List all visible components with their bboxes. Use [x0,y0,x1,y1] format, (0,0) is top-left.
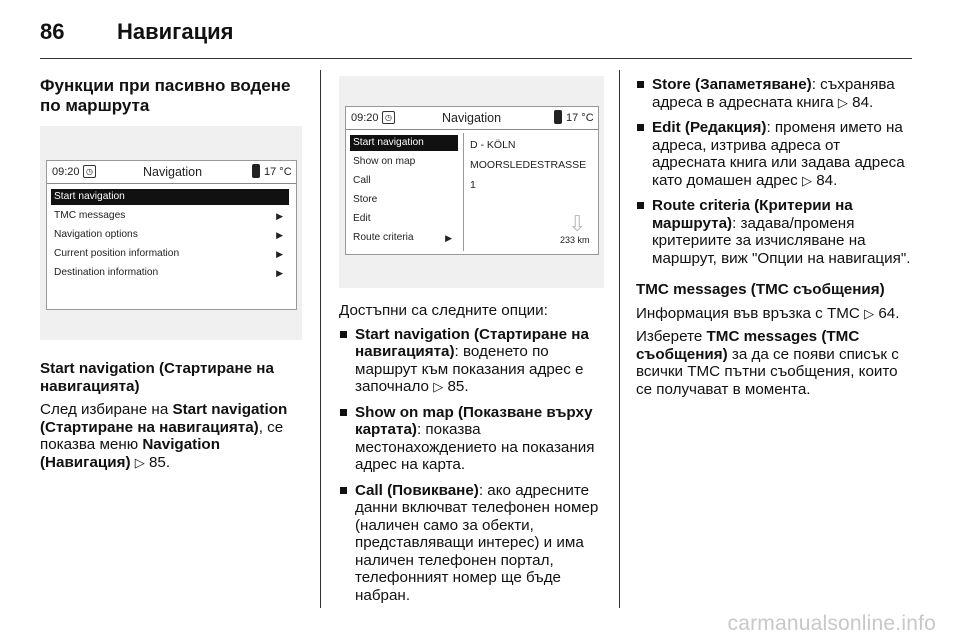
reference-arrow-icon: ▷ [433,379,444,394]
thermometer-icon [252,164,260,178]
list-item: Edit (Редакция): променя името на адреса, изтрива адреса от адресната книга или задава адреса като домашен адрес ▷ 84. [636,119,912,189]
status-bar [346,107,598,130]
destination-number: 1 [470,179,476,191]
menu-item-label: Navigation options [54,229,138,240]
header-divider [40,58,912,59]
navigation-screen [46,160,297,310]
screen-title: Navigation [143,165,203,179]
subheading: TMC messages (TMC съобщения) [636,281,885,298]
paragraph: Изберете TMC messages (TMC съобщения) за да се появи списък с всички TMC пътни съобщения, които се получават в момента. [636,328,899,398]
paragraph: Информация във връзка с TMC ▷ 64. [636,304,900,322]
menu-item-label: Current position information [54,248,180,259]
chevron-right-icon: ▶ [276,230,283,240]
menu-item-call[interactable]: Call [353,175,371,186]
screen-title: Navigation [442,111,502,125]
menu-item-route-criteria[interactable] [350,230,458,246]
arrow-down-icon: ⇩ [568,211,587,236]
menu-item-label: Route criteria [353,232,414,243]
reference-arrow-icon: ▷ [134,454,145,470]
reference-arrow-icon: ▷ [864,305,875,321]
menu-item-start-navigation[interactable]: Start navigation [350,135,458,151]
column-2-body [339,302,607,612]
menu-item-label: TMC messages [54,210,126,221]
subheading: Start navigation (Стартиране на навигацията) [40,360,274,395]
column-1-body [40,360,302,477]
list-item: Call (Повикване): ако адресните данни включват телефонен номер (наличен само за обекти, представляващи интерес) и има наличен телефонен портал, телефонният номер ще бъде набран. [339,482,607,605]
menu-item-show-on-map[interactable]: Show on map [353,156,416,167]
clock-time: 09:20 [351,112,379,124]
column-divider-1 [320,70,321,608]
destination-screenshot [339,76,604,288]
paragraph: След избиране на Start navigation (Стартиране на навигацията), се показва меню Navigation (Навигация) ▷ 85. [40,401,288,471]
distance: 233 km [560,235,590,245]
section-title: Функции при пасивно водене по маршрута [40,76,291,115]
list-item: Route criteria (Критерии на маршрута): задава/променя критериите за изчисляване на маршрут, виж "Опции на навигация". [636,197,912,267]
intro-text: Достъпни са следните опции: [339,302,548,319]
pane-divider [463,133,464,251]
list-item: Store (Запаметяване): съхранява адреса в адресната книга ▷ 84. [636,76,912,111]
destination-street: MOORSLEDESTRASSE [470,159,587,171]
chevron-right-icon: ▶ [276,268,283,278]
clock-icon: ◷ [382,111,395,124]
list-item: Start navigation (Стартиране на навигацията): воденето по маршрут към показания адрес е започнало ▷ 85. [339,326,607,396]
reference-arrow-icon: ▷ [802,172,812,188]
destination-city: D - KÖLN [470,139,516,151]
clock-time: 09:20 [52,166,80,178]
options-list [339,326,607,605]
menu-item-current-position[interactable] [51,246,289,262]
temperature: 17 °C [264,166,292,178]
reference-arrow-icon: ▷ [837,94,848,110]
status-bar [47,161,296,184]
menu-item-destination-info[interactable] [51,265,289,281]
column-3-body [636,76,912,404]
column-divider-2 [619,70,620,608]
navigation-screen [345,106,599,255]
menu-item-label: Destination information [54,267,159,278]
chevron-right-icon: ▶ [445,233,452,243]
menu-item-navigation-options[interactable] [51,227,289,243]
navigation-menu-screenshot [40,126,302,340]
options-list [636,76,912,267]
clock-icon: ◷ [83,165,96,178]
thermometer-icon [554,110,562,124]
watermark: carmanualsonline.info [727,612,936,635]
menu-item-edit[interactable]: Edit [353,213,371,224]
list-item: Show on map (Показване върху картата): показва местонахождението на показания адрес на карта. [339,404,607,474]
page-title: Навигация [117,19,234,44]
column-1 [40,76,305,116]
chevron-right-icon: ▶ [276,211,283,221]
menu-item-start-navigation[interactable]: Start navigation [51,189,289,205]
chevron-right-icon: ▶ [276,249,283,259]
temperature: 17 °C [566,112,594,124]
menu-item-tmc-messages[interactable] [51,208,289,224]
menu-item-store[interactable]: Store [353,194,378,205]
page-number: 86 [40,19,65,44]
